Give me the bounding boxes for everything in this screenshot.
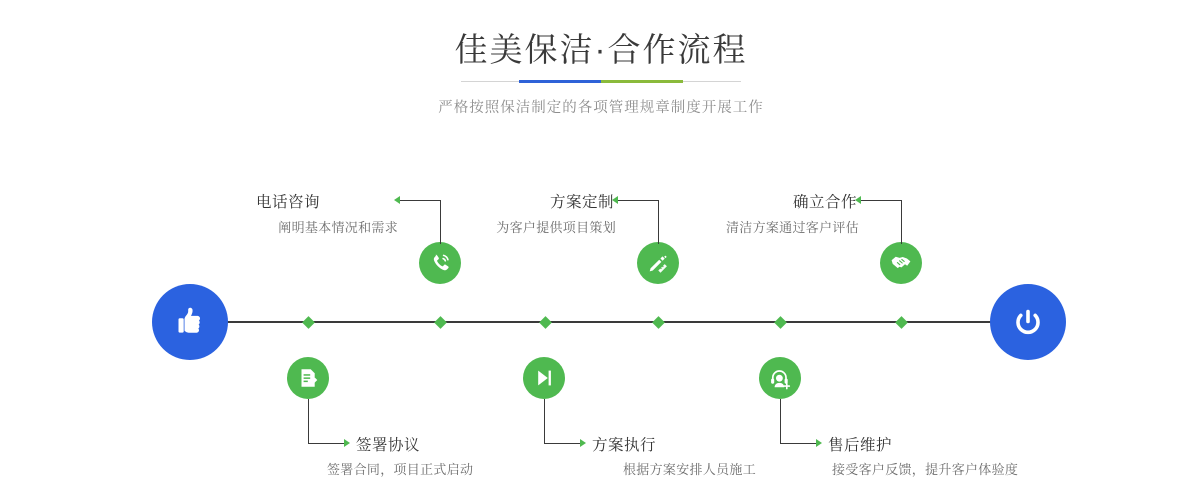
- page-title: 佳美保洁·合作流程: [454, 31, 748, 68]
- step-icon-4[interactable]: [523, 357, 565, 399]
- connector-vertical-5: [901, 200, 902, 244]
- phone-call-icon: [428, 251, 452, 275]
- connector-horizontal-1: [400, 200, 440, 201]
- play-forward-icon: [532, 366, 556, 390]
- connector-arrow-4: [580, 439, 586, 447]
- connector-vertical-1: [440, 200, 441, 244]
- connector-horizontal-5: [861, 200, 901, 201]
- step-desc-1: 阐明基本情况和需求: [278, 220, 398, 235]
- axis-marker: [895, 316, 908, 329]
- timeline-start-badge: [152, 284, 228, 360]
- step-title-6: 售后维护: [828, 437, 893, 454]
- page-subtitle: 严格按照保洁制定的各项管理规章制度开展工作: [438, 100, 764, 116]
- step-title-2: 签署协议: [356, 437, 421, 454]
- connector-horizontal-2: [308, 443, 346, 444]
- timeline-end-badge: [990, 284, 1066, 360]
- divider-line-green: [601, 80, 683, 83]
- axis-marker: [652, 316, 665, 329]
- connector-arrow-6: [816, 439, 822, 447]
- step-desc-6: 接受客户反馈，提升客户体验度: [832, 462, 1019, 477]
- divider-line-blue: [519, 80, 601, 83]
- step-desc-5: 清洁方案通过客户评估: [725, 220, 859, 235]
- thumbs-up-icon: [170, 302, 210, 342]
- step-title-5: 确立合作: [792, 194, 857, 211]
- connector-vertical-2: [308, 399, 309, 443]
- step-icon-2[interactable]: [287, 357, 329, 399]
- connector-arrow-2: [344, 439, 350, 447]
- handshake-icon: [889, 251, 913, 275]
- axis-marker: [539, 316, 552, 329]
- header: [0, 28, 1202, 117]
- step-desc-4: 根据方案安排人员施工: [623, 462, 757, 477]
- step-title-1: 电话咨询: [255, 194, 320, 211]
- step-icon-5[interactable]: [880, 242, 922, 284]
- pencil-ruler-icon: [646, 251, 670, 275]
- connector-horizontal-3: [618, 200, 658, 201]
- step-desc-3: 为客户提供项目策划: [496, 220, 616, 235]
- step-title-3: 方案定制: [549, 194, 614, 211]
- connector-arrow-1: [394, 196, 400, 204]
- step-icon-1[interactable]: [419, 242, 461, 284]
- step-icon-3[interactable]: [637, 242, 679, 284]
- axis-marker: [774, 316, 787, 329]
- connector-horizontal-6: [780, 443, 818, 444]
- axis-marker: [302, 316, 315, 329]
- title-divider: [461, 80, 741, 84]
- axis-marker: [434, 316, 447, 329]
- connector-vertical-3: [658, 200, 659, 244]
- connector-horizontal-4: [544, 443, 582, 444]
- step-icon-6[interactable]: [759, 357, 801, 399]
- power-icon: [1008, 302, 1048, 342]
- step-desc-2: 签署合同，项目正式启动: [327, 462, 474, 477]
- connector-vertical-4: [544, 399, 545, 443]
- connector-vertical-6: [780, 399, 781, 443]
- customer-service-add-icon: [768, 366, 792, 390]
- step-title-4: 方案执行: [592, 437, 657, 454]
- document-edit-icon: [296, 366, 320, 390]
